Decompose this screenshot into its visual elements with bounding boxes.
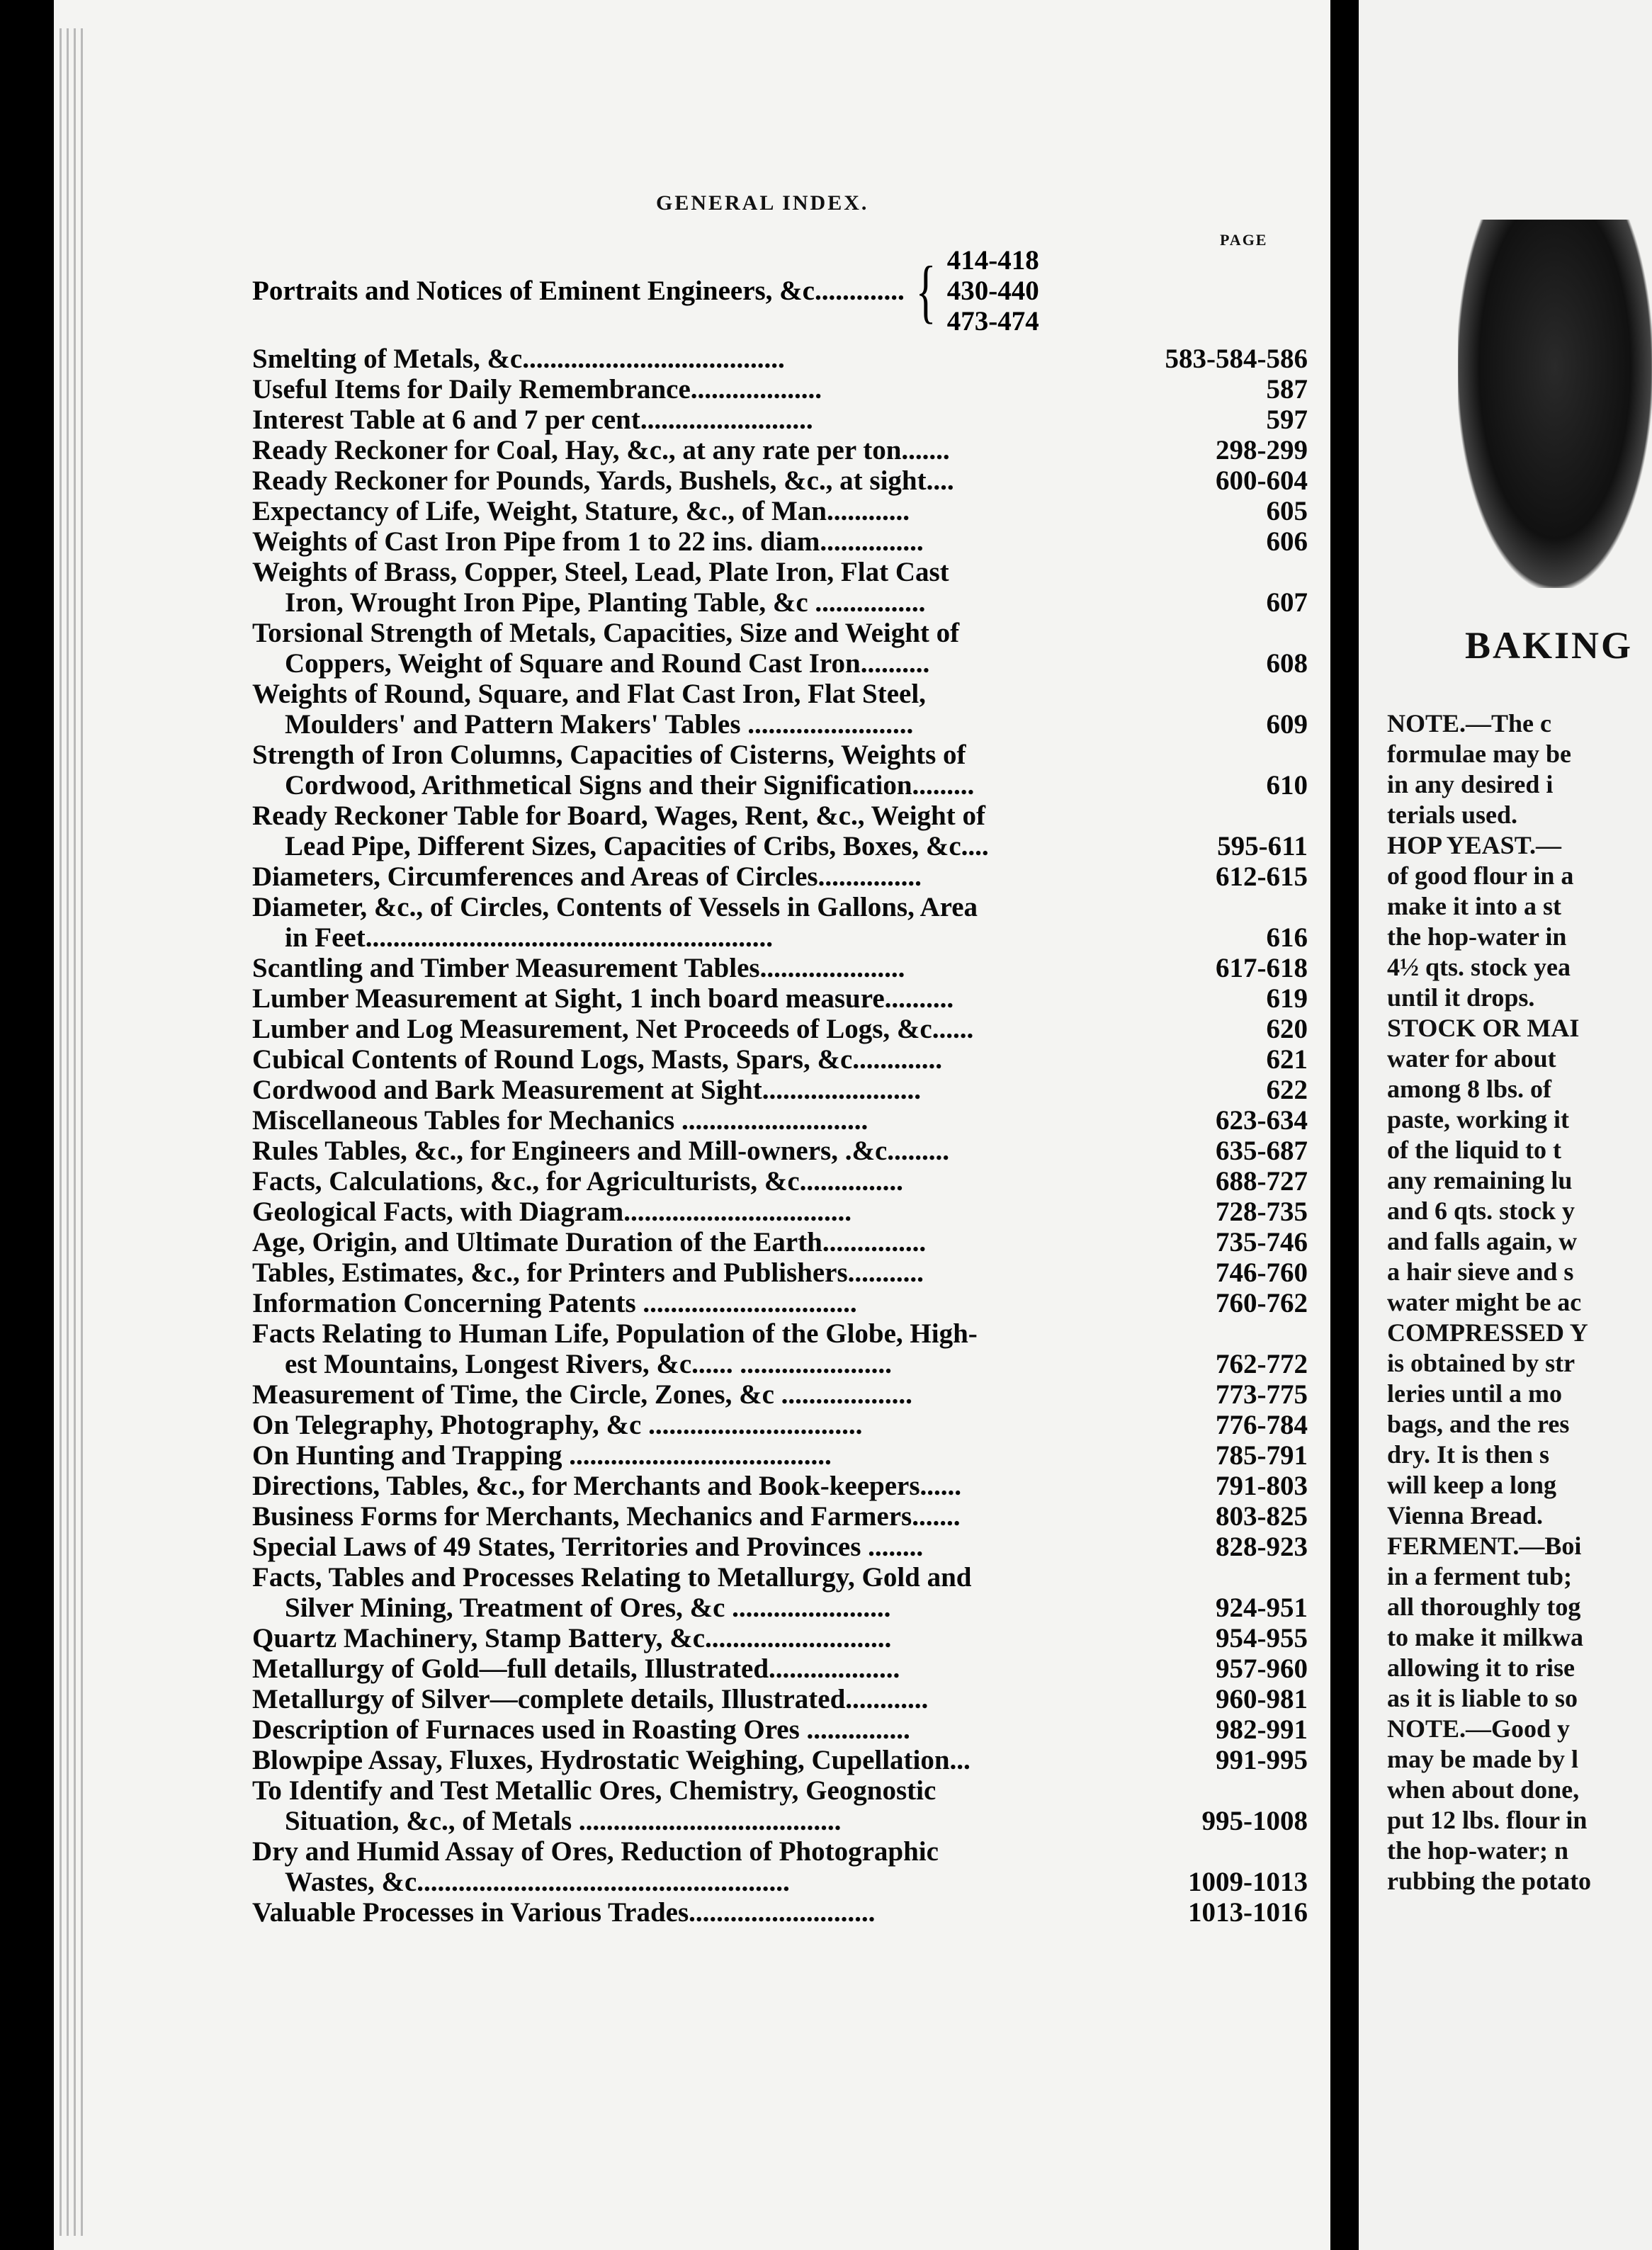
index-entry-text: [252, 983, 1260, 1014]
index-entry-line: Ready Reckoner for Coal, Hay, &c., at any rate per ton.......: [252, 435, 950, 465]
index-entry: [252, 557, 1308, 618]
index-entry-line: Description of Furnaces used in Roasting Ores ...............: [252, 1714, 910, 1745]
index-entry-line: Facts, Tables and Processes Relating to Metallurgy, Gold and: [252, 1562, 972, 1593]
right-page-line: put 12 lbs. flour in: [1387, 1806, 1588, 1834]
index-entry-text: [252, 1410, 1209, 1440]
index-entry-line: Directions, Tables, &c., for Merchants and Book-keepers......: [252, 1471, 961, 1501]
right-page-line: paste, working it: [1387, 1105, 1570, 1134]
index-entry-pages: 762-772: [1216, 1349, 1308, 1379]
index-entry-line: Geological Facts, with Diagram.................................: [252, 1197, 852, 1227]
index-entry-line: Moulders' and Pattern Makers' Tables ........................: [285, 709, 914, 740]
page-column-label: PAGE: [1220, 231, 1268, 249]
index-entry-text: [252, 953, 1209, 983]
index-entry-text: [252, 1745, 1209, 1775]
index-entry: [252, 1471, 1308, 1501]
index-entry-text: [252, 1653, 1209, 1684]
index-entry-text: [252, 1379, 1209, 1410]
index-entry-line: Iron, Wrought Iron Pipe, Planting Table, &c ................: [285, 587, 926, 618]
index-entry-pages: 954-955: [1216, 1623, 1308, 1653]
index-entry-text: [252, 1440, 1209, 1471]
index-entry: [252, 526, 1308, 557]
index-entry-line: Expectancy of Life, Weight, Stature, &c., of Man............: [252, 496, 910, 526]
index-entry: [252, 245, 1308, 337]
index-entry: [252, 1745, 1308, 1775]
engraving-illustration: [1458, 220, 1652, 588]
right-page-line: rubbing the potato: [1387, 1867, 1592, 1895]
index-entry-line: To Identify and Test Metallic Ores, Chemistry, Geognostic: [252, 1775, 937, 1806]
index-entry-pages: 600-604: [1216, 465, 1308, 496]
index-entry-text: [252, 1623, 1209, 1653]
index-entry-line: Tables, Estimates, &c., for Printers and Publishers...........: [252, 1257, 924, 1288]
right-page-line: and 6 qts. stock y: [1387, 1197, 1575, 1225]
index-entry: [252, 1257, 1308, 1288]
index-entry-line: Measurement of Time, the Circle, Zones, &c ...................: [252, 1379, 912, 1410]
index-entry-line: Facts Relating to Human Life, Population of the Globe, High-: [252, 1318, 978, 1349]
right-page-line: terials used.: [1387, 801, 1517, 829]
right-page-line: STOCK OR MAI: [1387, 1014, 1580, 1042]
index-entry: [252, 1227, 1308, 1257]
page-range: 473-474: [946, 306, 1039, 337]
index-entry-pages: 1009-1013: [1188, 1867, 1308, 1897]
right-page-line: will keep a long: [1387, 1471, 1557, 1499]
index-entry-line: Interest Table at 6 and 7 per cent.........................: [252, 405, 813, 435]
right-page-line: of good flour in a: [1387, 861, 1574, 890]
index-entry-pages: 617-618: [1216, 953, 1308, 983]
index-entry-line: Facts, Calculations, &c., for Agriculturists, &c...............: [252, 1166, 903, 1197]
index-entry: [252, 1197, 1308, 1227]
index-entry-text: [252, 1501, 1209, 1532]
page-edge-line: [81, 28, 83, 2236]
index-entry-text: [252, 861, 1209, 892]
index-entry-list: [252, 344, 1308, 1928]
book-gutter: [1330, 0, 1359, 2250]
index-entry-line: Smelting of Metals, &c......................................: [252, 344, 785, 374]
index-entry-pages: 622: [1266, 1075, 1308, 1105]
index-entry-pages: 776-784: [1216, 1410, 1308, 1440]
index-entry-pages: 298-299: [1216, 435, 1308, 465]
index-entry-line: Diameters, Circumferences and Areas of Circles...............: [252, 861, 922, 892]
index-entry: [252, 1684, 1308, 1714]
index-entry: [252, 1653, 1308, 1684]
index-entry-line: est Mountains, Longest Rivers, &c...... ......................: [285, 1349, 892, 1379]
brace-icon: {: [915, 251, 937, 330]
index-entry-pages: 583-584-586: [1165, 344, 1308, 374]
index-entry: [252, 861, 1308, 892]
index-entry-text: [252, 1075, 1260, 1105]
index-entry-pages: 609: [1266, 709, 1308, 740]
index-entry: [252, 1318, 1308, 1379]
right-page-line: to make it milkwa: [1387, 1623, 1583, 1651]
index-entry-pages: 991-995: [1216, 1745, 1308, 1775]
index-entry-text: [252, 618, 1260, 679]
index-entry-text: [252, 1714, 1209, 1745]
index-entry-pages: 619: [1266, 983, 1308, 1014]
index-entry-pages: 760-762: [1216, 1288, 1308, 1318]
index-entry-line: Quartz Machinery, Stamp Battery, &c...........................: [252, 1623, 892, 1653]
index-entry-pages: 828-923: [1216, 1532, 1308, 1562]
right-page-line: COMPRESSED Y: [1387, 1318, 1588, 1347]
right-page-line: the hop-water; n: [1387, 1836, 1568, 1865]
index-entry-line: Miscellaneous Tables for Mechanics ...........................: [252, 1105, 869, 1136]
index-entry-line: Scantling and Timber Measurement Tables.....................: [252, 953, 905, 983]
index-entry-text: [252, 1136, 1209, 1166]
index-entry-text: [252, 679, 1260, 740]
index-entry: [252, 344, 1308, 374]
index-entry: [252, 953, 1308, 983]
index-entry-text: [252, 1318, 1209, 1379]
index-entry-line: Weights of Cast Iron Pipe from 1 to 22 ins. diam...............: [252, 526, 924, 557]
index-entry-line: Weights of Round, Square, and Flat Cast Iron, Flat Steel,: [252, 679, 926, 709]
index-entry: [252, 405, 1308, 435]
index-entry-pages: 688-727: [1216, 1166, 1308, 1197]
index-entry-text: [252, 1257, 1209, 1288]
index-entry-text: [252, 496, 1260, 526]
index-entry: [252, 374, 1308, 405]
index-entry-pages: 608: [1266, 648, 1308, 679]
index-entry-text: [252, 1775, 1195, 1836]
index-entry-pages: 924-951: [1216, 1593, 1308, 1623]
index-entry-line: Rules Tables, &c., for Engineers and Mill-owners, .&c.........: [252, 1136, 950, 1166]
index-entry-line: Information Concerning Patents ...............................: [252, 1288, 857, 1318]
index-entry-text: [252, 892, 1260, 953]
index-entry-pages: 803-825: [1216, 1501, 1308, 1532]
right-page-line: HOP YEAST.—: [1387, 831, 1562, 859]
index-entry-text: [252, 1166, 1209, 1197]
index-entry-pages: 607: [1266, 587, 1308, 618]
index-entry-line: Lumber and Log Measurement, Net Proceeds of Logs, &c......: [252, 1014, 974, 1044]
index-entry-pages: 621: [1266, 1044, 1308, 1075]
right-page-line: any remaining lu: [1387, 1166, 1573, 1194]
index-entry-pages: [947, 245, 1039, 337]
index-entry-line: in Feet...........................................................: [285, 922, 773, 953]
index-entry-text: [252, 465, 1209, 496]
index-entry-pages: 960-981: [1216, 1684, 1308, 1714]
right-page-line: when about done,: [1387, 1775, 1580, 1804]
right-page-line: water might be ac: [1387, 1288, 1582, 1316]
index-entry: [252, 1379, 1308, 1410]
index-entry: [252, 1714, 1308, 1745]
page-edge-line: [74, 28, 76, 2236]
index-entry-text: [252, 1471, 1209, 1501]
index-entry-line: Situation, &c., of Metals ......................................: [285, 1806, 842, 1836]
index-entry-pages: 1013-1016: [1188, 1897, 1308, 1928]
index-entry-line: Lead Pipe, Different Sizes, Capacities of Cribs, Boxes, &c....: [285, 831, 989, 861]
index-entry: [252, 1562, 1308, 1623]
index-entry-pages: 635-687: [1216, 1136, 1308, 1166]
right-page-line: formulae may be: [1387, 740, 1571, 768]
index-entry-pages: 612-615: [1216, 861, 1308, 892]
right-page-line: bags, and the res: [1387, 1410, 1570, 1438]
index-entry-text: [252, 435, 1209, 465]
right-page-line: in any desired i: [1387, 770, 1554, 798]
index-entry-line: Silver Mining, Treatment of Ores, &c .......................: [285, 1593, 891, 1623]
index-entry: [252, 1501, 1308, 1532]
index-entry: [252, 1105, 1308, 1136]
index-entry-text: [252, 801, 1210, 861]
index-entry: [252, 1044, 1308, 1075]
index-entry-line: Cordwood, Arithmetical Signs and their Signification.........: [285, 770, 975, 801]
index-entry-line: Torsional Strength of Metals, Capacities, Size and Weight of: [252, 618, 960, 648]
running-head: GENERAL INDEX.: [656, 191, 869, 215]
index-entry-line: Special Laws of 49 States, Territories and Provinces ........: [252, 1532, 924, 1562]
index-entry-text: [252, 526, 1260, 557]
right-page-line: all thoroughly tog: [1387, 1593, 1581, 1621]
index-entry-pages: 595-611: [1217, 831, 1308, 861]
index-entry-line: On Telegraphy, Photography, &c ...............................: [252, 1410, 863, 1440]
index-entry: [252, 496, 1308, 526]
index-entry-pages: 597: [1266, 405, 1308, 435]
right-page-line: among 8 lbs. of: [1387, 1075, 1552, 1103]
index-entry: [252, 435, 1308, 465]
right-page-line: in a ferment tub;: [1387, 1562, 1572, 1590]
index-entry-text: [252, 557, 1260, 618]
index-entry-pages: 995-1008: [1201, 1806, 1308, 1836]
index-entry-text: [252, 1532, 1209, 1562]
index-entry: [252, 892, 1308, 953]
index-entry-line: Coppers, Weight of Square and Round Cast Iron..........: [285, 648, 930, 679]
index-entry-line: Cubical Contents of Round Logs, Masts, Spars, &c.............: [252, 1044, 943, 1075]
index-entry: [252, 679, 1308, 740]
index-entry-line: Ready Reckoner for Pounds, Yards, Bushels, &c., at sight....: [252, 465, 954, 496]
index-entry-text: [252, 374, 1260, 405]
index-entry-pages: 735-746: [1216, 1227, 1308, 1257]
index-entry-line: Dry and Humid Assay of Ores, Reduction of Photographic: [252, 1836, 939, 1867]
page-edge-line: [60, 28, 62, 2236]
index-entry-line: On Hunting and Trapping ......................................: [252, 1440, 832, 1471]
index-entry: [252, 1410, 1308, 1440]
index-entry-line: Wastes, &c......................................................: [285, 1867, 790, 1897]
right-page-line: NOTE.—The c: [1387, 709, 1552, 737]
right-page-line: allowing it to rise: [1387, 1653, 1575, 1682]
index-entry-line: Age, Origin, and Ultimate Duration of the Earth...............: [252, 1227, 927, 1257]
index-entry-text: [252, 740, 1260, 801]
index-entry-pages: 610: [1266, 770, 1308, 801]
index-entry: [252, 1166, 1308, 1197]
index-entry-line: Business Forms for Merchants, Mechanics and Farmers.......: [252, 1501, 961, 1532]
right-page-body: [1387, 708, 1652, 1896]
index-entry-text: [252, 1562, 1209, 1623]
index-entry-text: [252, 1105, 1209, 1136]
right-page-line: and falls again, w: [1387, 1227, 1578, 1255]
right-page-line: is obtained by str: [1387, 1349, 1575, 1377]
index-entry: [252, 1775, 1308, 1836]
right-page-line: NOTE.—Good y: [1387, 1714, 1571, 1743]
index-entry: [252, 1532, 1308, 1562]
index-entry-pages: 746-760: [1216, 1257, 1308, 1288]
right-page-line: Vienna Bread.: [1387, 1501, 1544, 1530]
index-entry-pages: 587: [1266, 374, 1308, 405]
index-entry-line: Lumber Measurement at Sight, 1 inch board measure..........: [252, 983, 954, 1014]
index-entry-line: Cordwood and Bark Measurement at Sight.......................: [252, 1075, 921, 1105]
index-entry-line: Strength of Iron Columns, Capacities of Cisterns, Weights of: [252, 740, 966, 770]
right-page-line: FERMENT.—Boi: [1387, 1532, 1582, 1560]
index-entry-text: [252, 1836, 1181, 1897]
index-entry-line: Useful Items for Daily Remembrance...................: [252, 374, 822, 405]
index-entry: [252, 1014, 1308, 1044]
right-page-line: the hop-water in: [1387, 922, 1567, 951]
right-page-line: make it into a st: [1387, 892, 1561, 920]
index-entry-pages: 606: [1266, 526, 1308, 557]
index-entry-text: [252, 1897, 1181, 1928]
index-entry: [252, 1288, 1308, 1318]
index-entry-text: [252, 1288, 1209, 1318]
page-range: 430-440: [946, 276, 1039, 306]
index-entry: [252, 801, 1308, 861]
index-entry-line: Metallurgy of Gold—full details, Illustrated...................: [252, 1653, 900, 1684]
right-page-line: until it drops.: [1387, 983, 1535, 1012]
index-entry-text: [252, 344, 1158, 374]
index-entry: [252, 740, 1308, 801]
index-entry-text: Portraits and Notices of Eminent Engineers, &c.............: [252, 276, 905, 306]
index-entry-line: Blowpipe Assay, Fluxes, Hydrostatic Weighing, Cupellation...: [252, 1745, 971, 1775]
index-entry-line: Ready Reckoner Table for Board, Wages, Rent, &c., Weight of: [252, 801, 985, 831]
right-page-line: as it is liable to so: [1387, 1684, 1578, 1712]
index-entry: [252, 618, 1308, 679]
right-page-line: leries until a mo: [1387, 1379, 1562, 1408]
right-page-line: dry. It is then s: [1387, 1440, 1550, 1469]
index-entry-text: [252, 1014, 1260, 1044]
index-entry-line: Diameter, &c., of Circles, Contents of Vessels in Gallons, Area: [252, 892, 978, 922]
index-entry: [252, 1136, 1308, 1166]
index-entry: [252, 465, 1308, 496]
index-entry-pages: 791-803: [1216, 1471, 1308, 1501]
index-entry: [252, 1897, 1308, 1928]
right-page-line: may be made by l: [1387, 1745, 1578, 1773]
index-entry-line: Valuable Processes in Various Trades...........................: [252, 1897, 876, 1928]
index-entry: [252, 1836, 1308, 1897]
right-page-line: of the liquid to t: [1387, 1136, 1562, 1164]
index-entry-pages: 605: [1266, 496, 1308, 526]
index-entry-pages: 982-991: [1216, 1714, 1308, 1745]
index-entry-text: [252, 405, 1260, 435]
right-page-line: water for about: [1387, 1044, 1556, 1073]
index-entry-pages: 623-634: [1216, 1105, 1308, 1136]
index-entry-text: [252, 1197, 1209, 1227]
index-entry-pages: 785-791: [1216, 1440, 1308, 1471]
index-entry-line: Weights of Brass, Copper, Steel, Lead, Plate Iron, Flat Cast: [252, 557, 949, 587]
right-page-heading: BAKING: [1465, 624, 1634, 667]
index-entry-pages: 728-735: [1216, 1197, 1308, 1227]
index-entry-text: [252, 1227, 1209, 1257]
page-edge-line: [67, 28, 69, 2236]
index-entry: [252, 1075, 1308, 1105]
index-entry-pages: 773-775: [1216, 1379, 1308, 1410]
index-entry-line: Metallurgy of Silver—complete details, Illustrated............: [252, 1684, 929, 1714]
index-entry-pages: 620: [1266, 1014, 1308, 1044]
index-entry-text: [252, 1044, 1260, 1075]
index-entry-pages: 616: [1266, 922, 1308, 953]
index-entry: [252, 1440, 1308, 1471]
page-range: 414-418: [946, 245, 1039, 276]
right-page-line: a hair sieve and s: [1387, 1257, 1574, 1286]
index-entry: [252, 983, 1308, 1014]
index-entry-text: [252, 1684, 1209, 1714]
index-list: [252, 245, 1308, 1928]
right-page: [1359, 0, 1652, 2250]
index-entry: [252, 1623, 1308, 1653]
right-page-line: 4½ qts. stock yea: [1387, 953, 1571, 981]
index-entry-pages: 957-960: [1216, 1653, 1308, 1684]
